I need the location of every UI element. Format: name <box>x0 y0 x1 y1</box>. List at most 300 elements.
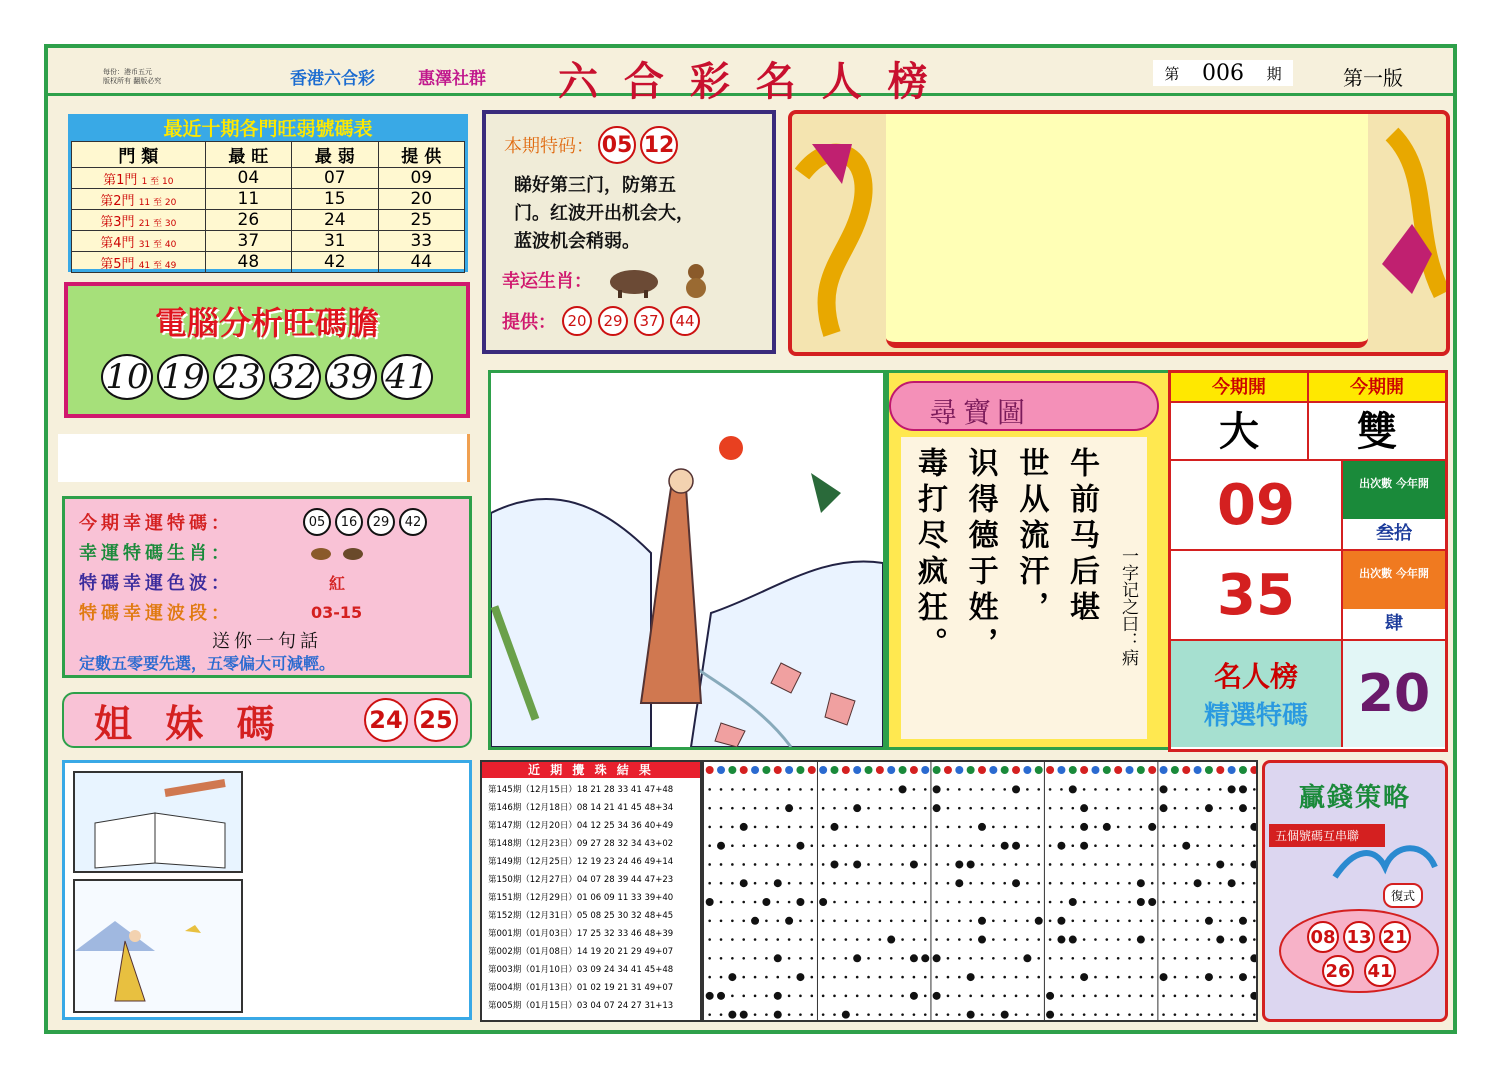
grid-dot <box>901 882 904 885</box>
grid-dot <box>1230 957 1233 960</box>
hit-dot <box>830 860 838 868</box>
grid-dot <box>935 882 938 885</box>
count-label: 出次數 今年開 <box>1343 551 1445 609</box>
grid-dot <box>1140 1013 1143 1016</box>
grid-dot <box>754 901 757 904</box>
hit-dot <box>933 785 941 793</box>
weak-strong-table-panel <box>68 114 468 272</box>
grid-dot <box>1094 863 1097 866</box>
hit-dot <box>1069 785 1077 793</box>
grid-dot <box>845 882 848 885</box>
grid-dot <box>901 901 904 904</box>
hit-dot <box>1012 785 1020 793</box>
grid-dot <box>879 957 882 960</box>
list-item: 第150期（12月27日）04 07 28 39 44 47+23 <box>488 875 674 885</box>
hit-dot <box>1069 936 1077 944</box>
grid-dot <box>754 976 757 979</box>
grid-dot <box>765 807 768 810</box>
yellow-blank-panel <box>886 114 1368 348</box>
grid-dot <box>947 1013 950 1016</box>
number-ball: 19 <box>157 354 209 400</box>
hit-dot <box>830 823 838 831</box>
grid-dot <box>845 995 848 998</box>
header-ball <box>1057 766 1065 774</box>
book-picture <box>73 771 243 873</box>
grid-dot <box>833 788 836 791</box>
hit-dot <box>774 879 782 887</box>
grid-dot <box>1174 938 1177 941</box>
grid-dot <box>1060 826 1063 829</box>
grid-dot <box>731 919 734 922</box>
header-ball <box>1216 766 1224 774</box>
grid-dot <box>879 901 882 904</box>
grid-dot <box>810 995 813 998</box>
lucky-ball: 42 <box>399 508 427 536</box>
grid-dot <box>845 844 848 847</box>
grid-dot <box>1230 995 1233 998</box>
list-item: 第146期（12月18日）08 14 21 41 45 48+34 <box>488 803 674 813</box>
book-panel <box>62 760 472 1020</box>
grid-dot <box>731 844 734 847</box>
sister-ball: 24 <box>364 698 408 742</box>
hit-dot <box>967 973 975 981</box>
grid-dot <box>947 976 950 979</box>
hit-dot <box>1216 936 1224 944</box>
grid-dot <box>833 807 836 810</box>
grid-dot <box>1140 919 1143 922</box>
strategy-ball: 08 <box>1307 921 1339 953</box>
header-ball <box>1103 766 1111 774</box>
grid-dot <box>856 919 859 922</box>
grid-dot <box>1174 882 1177 885</box>
grid-dot <box>708 938 711 941</box>
grid-dot <box>969 919 972 922</box>
grid-dot <box>856 995 859 998</box>
grid-dot <box>1060 863 1063 866</box>
grid-dot <box>731 938 734 941</box>
grid-dot <box>1219 919 1222 922</box>
hit-dot <box>1239 785 1247 793</box>
hit-dot <box>796 973 804 981</box>
grid-dot <box>1083 788 1086 791</box>
grid-dot <box>1196 919 1199 922</box>
hit-dot <box>933 992 941 1000</box>
provide-ball: 29 <box>598 306 628 336</box>
strategy-ball: 13 <box>1343 921 1375 953</box>
hit-dot <box>899 785 907 793</box>
hit-dot <box>1228 879 1236 887</box>
grid-dot <box>1208 957 1211 960</box>
header-ball <box>1091 766 1099 774</box>
poem-hint: 一字记之曰：病 <box>1118 547 1138 666</box>
hit-dot <box>1057 936 1065 944</box>
grid-dot <box>1037 1013 1040 1016</box>
grid-dot <box>1196 826 1199 829</box>
grid-dot <box>1094 882 1097 885</box>
grid-dot <box>958 919 961 922</box>
header-ball <box>910 766 918 774</box>
grid-dot <box>1185 863 1188 866</box>
stats-panel <box>1168 370 1448 752</box>
header-ball <box>785 766 793 774</box>
grid-dot <box>1015 919 1018 922</box>
grid-dot <box>924 826 927 829</box>
grid-dot <box>1128 807 1131 810</box>
hit-dot <box>785 917 793 925</box>
hit-dot <box>706 898 714 906</box>
grid-dot <box>810 882 813 885</box>
grid-dot <box>1060 995 1063 998</box>
grid-dot <box>1049 863 1052 866</box>
grid-dot <box>708 1013 711 1016</box>
grid-dot <box>1242 995 1245 998</box>
grid-dot <box>1128 957 1131 960</box>
header-ball <box>967 766 975 774</box>
grid-dot <box>1117 901 1120 904</box>
grid-dot <box>822 957 825 960</box>
grid-dot <box>799 788 802 791</box>
hit-dot <box>910 954 918 962</box>
grid-dot <box>992 901 995 904</box>
grid-dot <box>867 863 870 866</box>
grid-dot <box>1174 863 1177 866</box>
grid-dot <box>720 976 723 979</box>
hit-dot <box>717 992 725 1000</box>
computer-analysis-panel <box>64 282 470 418</box>
grid-dot <box>1015 863 1018 866</box>
grid-dot <box>1208 788 1211 791</box>
grid-dot <box>1049 788 1052 791</box>
hit-dot <box>1205 917 1213 925</box>
grid-dot <box>1185 788 1188 791</box>
grid-dot <box>1242 957 1245 960</box>
grid-dot <box>1106 995 1109 998</box>
grid-dot <box>1106 863 1109 866</box>
grid-dot <box>1071 957 1074 960</box>
select-number: 20 <box>1343 641 1445 747</box>
stat-number: 09 <box>1171 461 1343 549</box>
grid-dot <box>845 976 848 979</box>
grid-dot <box>1117 1013 1120 1016</box>
grid-dot <box>992 938 995 941</box>
grid-dot <box>1151 976 1154 979</box>
list-item: 第001期（01月03日）17 25 32 33 46 48+39 <box>488 929 674 939</box>
grid-dot <box>913 938 916 941</box>
grid-dot <box>1219 844 1222 847</box>
grid-dot <box>788 863 791 866</box>
grid-dot <box>1242 844 1245 847</box>
grid-dot <box>833 1013 836 1016</box>
hit-dot <box>1137 898 1145 906</box>
grid-dot <box>890 807 893 810</box>
header-ball <box>944 766 952 774</box>
grid-dot <box>1185 976 1188 979</box>
grid-dot <box>992 863 995 866</box>
grid-dot <box>981 844 984 847</box>
grid-dot <box>731 826 734 829</box>
grid-dot <box>1049 938 1052 941</box>
illustration-panel <box>488 370 886 750</box>
header-ball <box>819 766 827 774</box>
grid-dot <box>867 807 870 810</box>
hit-dot <box>796 842 804 850</box>
hit-dot <box>842 1011 850 1019</box>
grid-dot <box>720 882 723 885</box>
grid-dot <box>1128 844 1131 847</box>
grid-dot <box>754 844 757 847</box>
grid-dot <box>788 882 791 885</box>
grid-dot <box>867 901 870 904</box>
grid-dot <box>1162 1013 1165 1016</box>
grid-dot <box>1253 919 1256 922</box>
grid-dot <box>1049 844 1052 847</box>
grid-dot <box>856 1013 859 1016</box>
header-ball <box>774 766 782 774</box>
grid-dot <box>731 807 734 810</box>
header-ball <box>876 766 884 774</box>
grid-dot <box>788 826 791 829</box>
grid-dot <box>935 844 938 847</box>
grid-dot <box>947 919 950 922</box>
grid-dot <box>776 919 779 922</box>
grid-dot <box>1230 976 1233 979</box>
header-ball <box>1148 766 1156 774</box>
grid-dot <box>731 788 734 791</box>
grid-dot <box>1230 901 1233 904</box>
grid-dot <box>1117 807 1120 810</box>
grid-dot <box>890 826 893 829</box>
grid-dot <box>833 995 836 998</box>
hit-dot <box>853 860 861 868</box>
list-item: 第149期（12月25日）12 19 23 24 46 49+14 <box>488 857 674 867</box>
grid-dot <box>1071 882 1074 885</box>
computer-analysis-title: 電腦分析旺碼膽 <box>154 304 379 342</box>
grid-dot <box>776 976 779 979</box>
grid-dot <box>1060 788 1063 791</box>
grid-dot <box>901 976 904 979</box>
grid-dot <box>1026 901 1029 904</box>
grid-dot <box>742 995 745 998</box>
grid-dot <box>776 826 779 829</box>
grid-dot <box>879 919 882 922</box>
lucky-ball: 16 <box>335 508 363 536</box>
hit-dot <box>1035 917 1043 925</box>
grid-dot <box>1219 901 1222 904</box>
grid-dot <box>1049 807 1052 810</box>
table-row: 第4門 31 至 40 37 31 33 <box>72 231 465 252</box>
header-ball <box>1137 766 1145 774</box>
hit-dot <box>967 1011 975 1019</box>
grid-dot <box>788 1013 791 1016</box>
weak-strong-title: 最近十期各門旺弱號碼表 <box>71 117 465 141</box>
grid-dot <box>1060 1013 1063 1016</box>
grid-dot <box>958 807 961 810</box>
grid-dot <box>1037 938 1040 941</box>
decorative-banner <box>788 110 1450 356</box>
grid-dot <box>1174 788 1177 791</box>
grid-dot <box>1117 844 1120 847</box>
grid-dot <box>867 938 870 941</box>
grid-dot <box>879 863 882 866</box>
grid-dot <box>947 995 950 998</box>
header-ball <box>740 766 748 774</box>
grid-dot <box>822 938 825 941</box>
lucky-range: 03-15 <box>311 602 363 622</box>
grid-dot <box>1037 826 1040 829</box>
grid-dot <box>935 863 938 866</box>
strategy-ball: 21 <box>1379 921 1411 953</box>
hit-dot <box>774 954 782 962</box>
hit-dot <box>1046 992 1054 1000</box>
header-ball <box>1228 766 1236 774</box>
grid-dot <box>1094 826 1097 829</box>
grid-dot <box>969 957 972 960</box>
grid-dot <box>1174 901 1177 904</box>
open-book-icon <box>75 773 241 871</box>
dot-trend-chart <box>704 762 1258 1022</box>
grid-dot <box>799 1013 802 1016</box>
hit-dot <box>967 860 975 868</box>
grid-dot <box>1196 957 1199 960</box>
grid-dot <box>1003 901 1006 904</box>
grid-dot <box>1049 826 1052 829</box>
grid-dot <box>1128 919 1131 922</box>
grid-dot <box>992 807 995 810</box>
header-ball <box>1114 766 1122 774</box>
hit-dot <box>1012 879 1020 887</box>
hit-dot <box>1250 992 1258 1000</box>
grid-dot <box>1242 1013 1245 1016</box>
grid-dot <box>879 976 882 979</box>
grid-dot <box>1037 957 1040 960</box>
header-ball <box>1126 766 1134 774</box>
hit-dot <box>910 860 918 868</box>
list-item: 第145期（12月15日）18 21 28 33 41 47+48 <box>488 785 674 795</box>
grid-dot <box>1253 938 1256 941</box>
poem-column: 毒打尽疯狂。 <box>912 447 947 663</box>
lucky-color: 紅 <box>329 573 346 593</box>
grid-dot <box>1219 882 1222 885</box>
grid-dot <box>901 938 904 941</box>
lucky-panel: 今期幸運特碼： 05 16 29 42 幸運特碼生肖： 特碼幸運色波： 紅 特碼幸運波段： 03-15 送你一句話 定數五零要先選，五零偏大可減輕。 <box>62 496 472 678</box>
grid-dot <box>1230 826 1233 829</box>
strategy-tag: 復式 <box>1383 883 1423 908</box>
grid-dot <box>731 957 734 960</box>
grid-dot <box>1117 919 1120 922</box>
header-ball <box>1182 766 1190 774</box>
count-value: 叁拾 <box>1376 523 1412 544</box>
grid-dot <box>1185 919 1188 922</box>
grid-dot <box>799 995 802 998</box>
grid-dot <box>1208 826 1211 829</box>
grid-dot <box>1140 957 1143 960</box>
grid-dot <box>1196 938 1199 941</box>
grid-dot <box>1140 826 1143 829</box>
grid-dot <box>958 826 961 829</box>
grid-dot <box>924 938 927 941</box>
hit-dot <box>978 917 986 925</box>
grid-dot <box>742 976 745 979</box>
grid-dot <box>856 788 859 791</box>
grid-dot <box>1026 995 1029 998</box>
grid-dot <box>879 807 882 810</box>
hit-dot <box>853 804 861 812</box>
scholar-icon <box>75 881 241 1011</box>
grid-dot <box>1128 882 1131 885</box>
grid-dot <box>1083 938 1086 941</box>
grid-dot <box>1060 976 1063 979</box>
hit-dot <box>1250 954 1258 962</box>
grid-dot <box>708 976 711 979</box>
grid-dot <box>913 826 916 829</box>
grid-dot <box>1049 919 1052 922</box>
grid-dot <box>810 957 813 960</box>
header-ball <box>865 766 873 774</box>
grid-dot <box>935 901 938 904</box>
hit-dot <box>774 992 782 1000</box>
grid-dot <box>913 844 916 847</box>
grid-dot <box>1151 788 1154 791</box>
grid-dot <box>742 844 745 847</box>
grid-dot <box>1219 995 1222 998</box>
grid-dot <box>867 788 870 791</box>
grid-dot <box>1151 844 1154 847</box>
grid-dot <box>720 938 723 941</box>
grid-dot <box>845 807 848 810</box>
provide-ball: 44 <box>670 306 700 336</box>
grid-dot <box>845 788 848 791</box>
grid-dot <box>947 788 950 791</box>
grid-dot <box>913 807 916 810</box>
grid-dot <box>969 844 972 847</box>
grid-dot <box>833 938 836 941</box>
grid-dot <box>1128 826 1131 829</box>
hit-dot <box>1080 842 1088 850</box>
grid-dot <box>1094 976 1097 979</box>
scholar-picture <box>73 879 243 1013</box>
grid-dot <box>901 919 904 922</box>
grid-dot <box>1083 901 1086 904</box>
grid-dot <box>958 938 961 941</box>
grid-dot <box>1117 995 1120 998</box>
results-panel <box>480 760 702 1022</box>
grid-dot <box>1026 863 1029 866</box>
grid-dot <box>924 882 927 885</box>
grid-dot <box>1026 882 1029 885</box>
header-ball <box>921 766 929 774</box>
hit-dot <box>1239 917 1247 925</box>
scholar-illustration-icon <box>491 373 883 747</box>
grid-dot <box>776 901 779 904</box>
grid-dot <box>1140 995 1143 998</box>
list-item: 第002期（01月08日）14 19 20 21 29 49+07 <box>488 947 674 957</box>
grid-dot <box>1196 844 1199 847</box>
grid-dot <box>765 1013 768 1016</box>
grid-dot <box>1037 882 1040 885</box>
grid-dot <box>1037 901 1040 904</box>
hit-dot <box>1080 823 1088 831</box>
grid-dot <box>913 882 916 885</box>
grid-dot <box>1026 919 1029 922</box>
grid-dot <box>822 826 825 829</box>
grid-dot <box>1049 976 1052 979</box>
grid-dot <box>1253 788 1256 791</box>
grid-dot <box>799 919 802 922</box>
grid-dot <box>765 788 768 791</box>
grid-dot <box>708 919 711 922</box>
grid-dot <box>867 844 870 847</box>
grid-dot <box>890 901 893 904</box>
